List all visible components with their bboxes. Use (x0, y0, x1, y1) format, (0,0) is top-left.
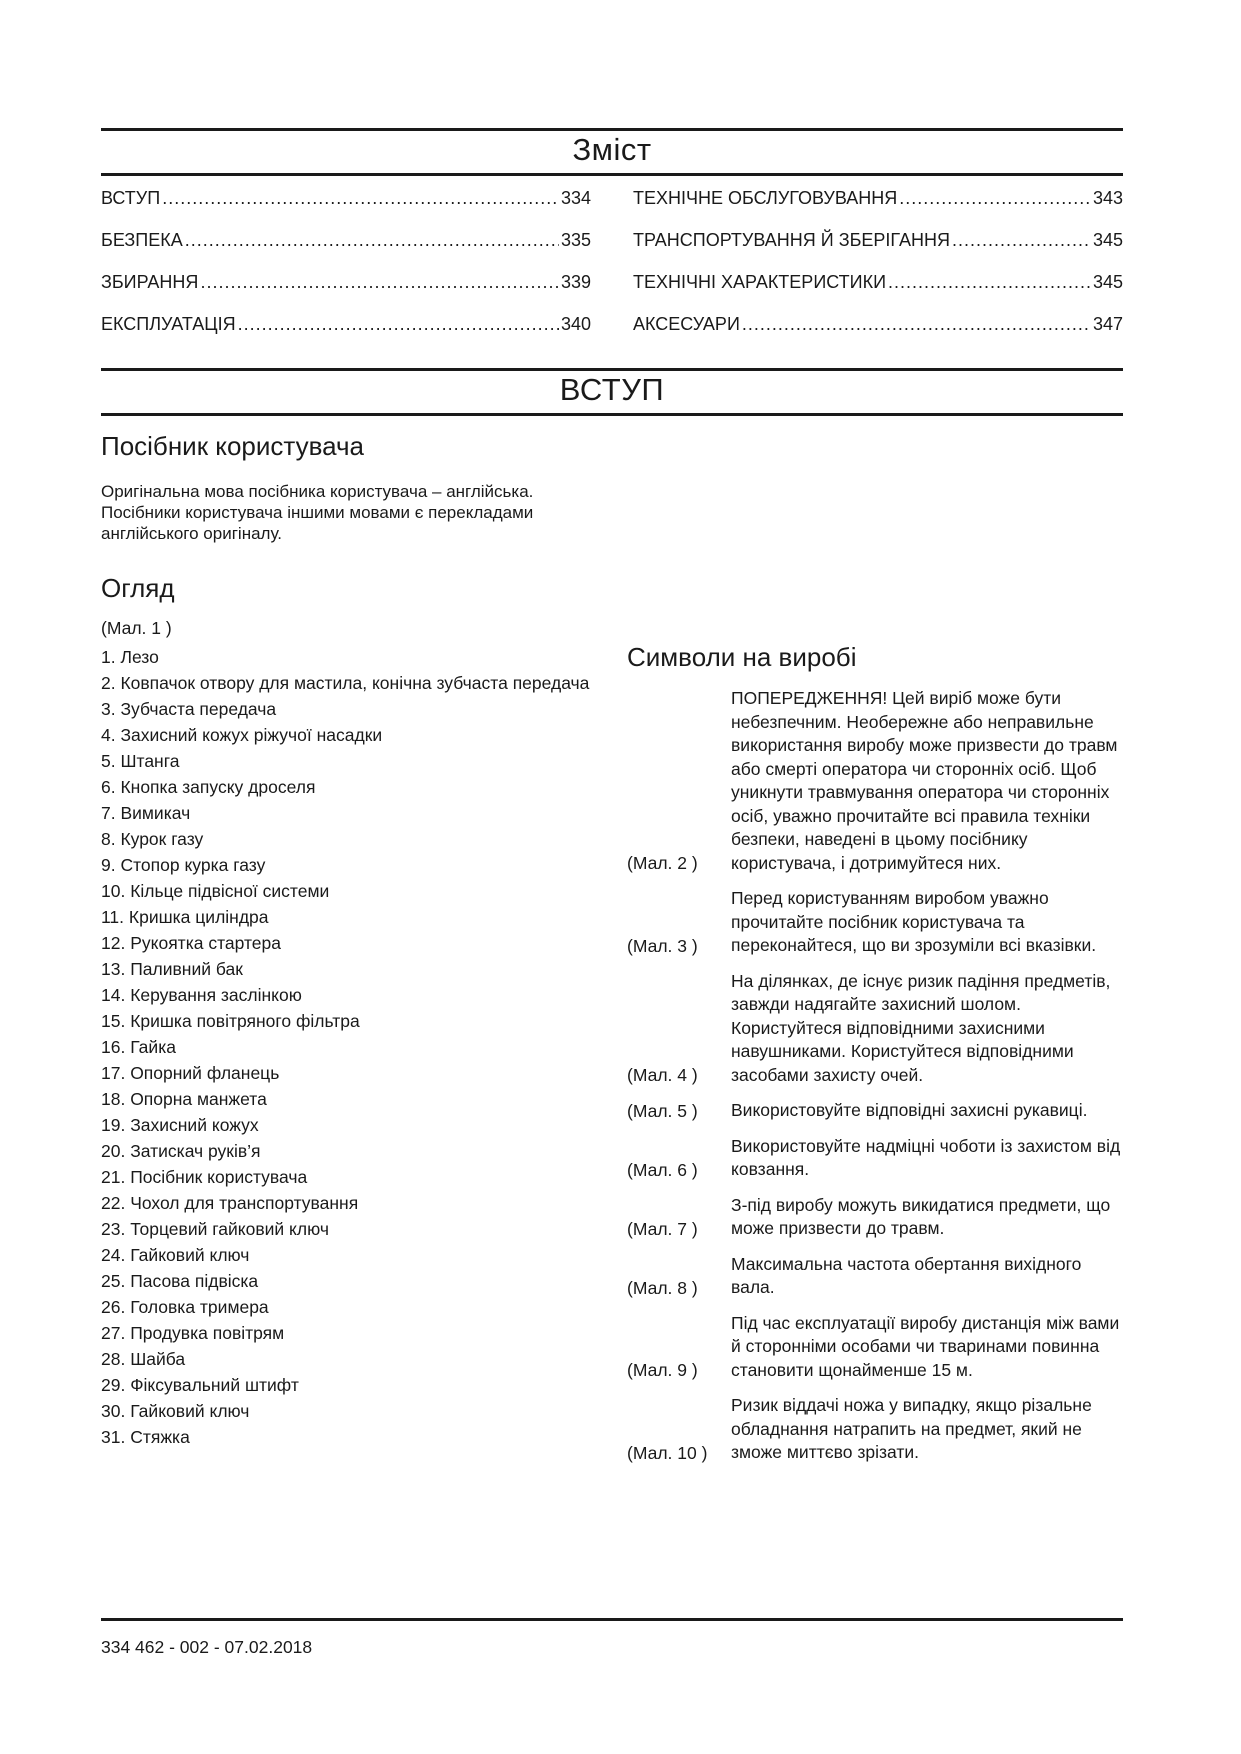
symbol-description: Під час експлуатації виробу дистанція між вами й сторонніми особами чи тваринами повинна становити щонайменше 15 м. (731, 1312, 1120, 1380)
toc-right-column (633, 186, 1123, 354)
symbol-figure-ref: (Мал. 10 ) (627, 1442, 708, 1463)
manual-heading: Посібник користувача (101, 431, 365, 461)
toc-entry-page: 335 (560, 230, 591, 250)
parts-list-item: 22. Чохол для транспортування (101, 1193, 359, 1213)
parts-list-item: 2. Ковпачок отвору для мастила, конічна зубчаста передача (101, 673, 590, 693)
toc-entry-label: ЗБИРАННЯ (101, 272, 199, 292)
parts-list-item: 29. Фіксувальний штифт (101, 1375, 299, 1395)
symbol-row (627, 1394, 1123, 1465)
symbol-row (627, 1135, 1123, 1182)
parts-list-item: 31. Стяжка (101, 1427, 190, 1447)
symbol-row (627, 1099, 1123, 1123)
symbols-list (627, 687, 1123, 1465)
toc-entry-page: 345 (1092, 230, 1123, 250)
symbol-figure-ref: (Мал. 5 ) (627, 1100, 698, 1121)
symbol-description: Максимальна частота обертання вихідного вала. (731, 1253, 1082, 1297)
toc-entry-label: ТЕХНІЧНІ ХАРАКТЕРИСТИКИ (633, 272, 887, 292)
table-of-contents (101, 186, 1123, 354)
symbol-description: З-під виробу можуть викидатися предмети, що може призвести до травм. (731, 1194, 1111, 1238)
parts-list-item: 23. Торцевий гайковий ключ (101, 1219, 329, 1239)
toc-left-column (101, 186, 591, 354)
section-title-intro: ВСТУП (559, 372, 665, 407)
parts-list-item: 11. Кришка циліндра (101, 907, 269, 927)
symbol-row (627, 1253, 1123, 1300)
parts-list-item: 24. Гайковий ключ (101, 1245, 250, 1265)
content-columns (101, 416, 1123, 1477)
toc-entry-label: АКСЕСУАРИ (633, 314, 740, 334)
symbol-description: Перед користуванням виробом уважно прочитайте посібник користувача та переконайтеся, що ви зрозуміли всі вказівки. (731, 888, 1097, 955)
parts-list-item: 6. Кнопка запуску дроселя (101, 777, 316, 797)
parts-list-item: 3. Зубчаста передача (101, 699, 277, 719)
toc-entry-label: ЕКСПЛУАТАЦІЯ (101, 314, 236, 334)
symbol-description: Ризик віддачі ножа у випадку, якщо різальне обладнання натрапить на предмет, який не зможе миттєво зрізати. (731, 1395, 1092, 1462)
toc-entry-page: 345 (1092, 272, 1123, 292)
parts-list (101, 644, 601, 1450)
symbol-description: Використовуйте надміцні чоботи із захистом від ковзання. (731, 1135, 1121, 1179)
toc-entry-page: 340 (560, 314, 591, 334)
footer-text: 334 462 - 002 - 07.02.2018 (101, 1637, 313, 1657)
parts-list-item: 20. Затискач руків’я (101, 1141, 261, 1161)
toc-leader-dots (952, 228, 1091, 252)
toc-leader-dots (888, 270, 1091, 294)
toc-leader-dots (899, 186, 1091, 210)
symbol-figure-ref: (Мал. 8 ) (627, 1277, 698, 1298)
toc-title: Зміст (572, 132, 652, 167)
toc-entry[interactable] (633, 312, 1123, 354)
parts-list-item: 15. Кришка повітряного фільтра (101, 1011, 360, 1031)
footer (101, 1618, 1123, 1658)
symbol-figure-ref: (Мал. 2 ) (627, 853, 698, 873)
toc-leader-dots (742, 312, 1091, 336)
parts-list-item: 7. Вимикач (101, 803, 191, 823)
parts-list-item: 1. Лезо (101, 647, 159, 667)
symbol-row (627, 970, 1123, 1088)
symbol-row (627, 1312, 1123, 1383)
symbol-description: На ділянках, де існує ризик падіння предметів, завжди надягайте захисний шолом. Користуйтеся відповідними захисними навушниками. Користуйтеся відповідними засобами захисту очей. (731, 970, 1111, 1085)
symbol-figure-ref: (Мал. 7 ) (627, 1218, 698, 1239)
parts-list-item: 21. Посібник користувача (101, 1167, 308, 1187)
toc-entry[interactable] (101, 270, 591, 312)
parts-list-item: 28. Шайба (101, 1349, 186, 1369)
parts-list-item: 19. Захисний кожух (101, 1115, 259, 1135)
toc-entry[interactable] (633, 228, 1123, 270)
toc-rule (101, 173, 1123, 176)
toc-entry-page: 339 (560, 272, 591, 292)
toc-entry-label: БЕЗПЕКА (101, 230, 183, 250)
toc-leader-dots (238, 312, 559, 336)
symbol-description: ПОПЕРЕДЖЕННЯ! Цей виріб може бути небезпечним. Необережне або неправильне використання виробу може призвести до травм або смерті оператора чи сторонніх осіб. Щоб уникнути травмування оператора чи сторонніх осіб, уважно прочитайте всі правила техніки безпеки, наведені в цьому посібнику користувача, і дотримуйтеся них. (731, 688, 1118, 873)
symbol-figure-ref: (Мал. 9 ) (627, 1360, 698, 1380)
toc-entry[interactable] (101, 228, 591, 270)
parts-list-item: 12. Рукоятка стартера (101, 933, 281, 953)
parts-list-item: 26. Головка тримера (101, 1297, 269, 1317)
parts-list-item: 18. Опорна манжета (101, 1089, 267, 1109)
toc-entry[interactable] (633, 270, 1123, 312)
symbol-figure-ref: (Мал. 6 ) (627, 1159, 698, 1180)
parts-list-item: 30. Гайковий ключ (101, 1401, 250, 1421)
overview-heading: Огляд (101, 573, 175, 603)
toc-entry-label: ТРАНСПОРТУВАННЯ Й ЗБЕРІГАННЯ (633, 230, 950, 250)
parts-list-item: 25. Пасова підвіска (101, 1271, 259, 1291)
parts-list-item: 9. Стопор курка газу (101, 855, 266, 875)
toc-entry-label: ТЕХНІЧНЕ ОБСЛУГОВУВАННЯ (633, 188, 898, 208)
symbol-row (627, 1194, 1123, 1241)
symbol-description: Використовуйте відповідні захисні рукавиці. (731, 1100, 1088, 1120)
left-column (101, 416, 601, 1477)
symbol-row (627, 687, 1123, 875)
footer-rule (101, 1618, 1123, 1621)
toc-entry-label: ВСТУП (101, 188, 161, 208)
toc-entry-page: 334 (560, 188, 591, 208)
symbol-row (627, 887, 1123, 958)
symbol-figure-ref: (Мал. 4 ) (627, 1065, 698, 1085)
manual-text: Оригінальна мова посібника користувача – англійська. Посібники користувача іншими мовами є перекладами англійського оригіналу. (101, 482, 534, 543)
parts-list-item: 10. Кільце підвісної системи (101, 881, 330, 901)
parts-list-item: 16. Гайка (101, 1037, 176, 1057)
parts-list-item: 5. Штанга (101, 751, 180, 771)
parts-list-item: 4. Захисний кожух ріжучої насадки (101, 725, 383, 745)
toc-leader-dots (200, 270, 559, 294)
parts-list-item: 27. Продувка повітрям (101, 1323, 285, 1343)
toc-leader-dots (185, 228, 559, 252)
symbols-heading: Символи на виробі (627, 642, 857, 672)
toc-entry[interactable] (633, 186, 1123, 228)
toc-entry[interactable] (101, 186, 591, 228)
manual-page (101, 128, 1123, 1688)
parts-list-item: 14. Керування заслінкою (101, 985, 302, 1005)
parts-list-item: 17. Опорний фланець (101, 1063, 280, 1083)
toc-entry[interactable] (101, 312, 591, 354)
parts-list-item: 8. Курок газу (101, 829, 204, 849)
symbol-figure-ref: (Мал. 3 ) (627, 935, 698, 956)
parts-list-item: 13. Паливний бак (101, 959, 243, 979)
toc-entry-page: 343 (1092, 188, 1123, 208)
toc-entry-page: 347 (1092, 314, 1123, 334)
right-column (627, 416, 1123, 1477)
overview-figure-ref: (Мал. 1 ) (101, 618, 172, 638)
toc-leader-dots (162, 186, 559, 210)
